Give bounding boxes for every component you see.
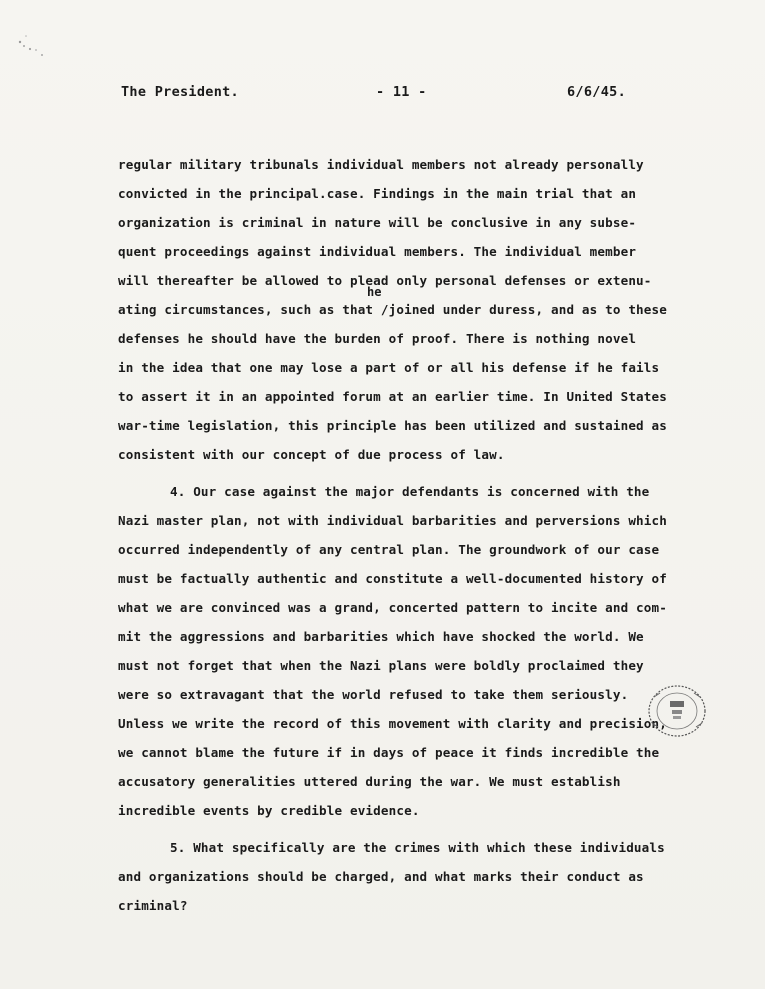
text-line: what we are convinced was a grand, concerted pattern to incite and com- [118,600,667,615]
page-number: - 11 - [376,84,427,100]
page-corner-marks [14,22,54,62]
text-line: criminal? [118,898,188,913]
paragraph [118,833,665,920]
text-line: quent proceedings against individual members. The individual member [118,244,637,259]
document-body [118,150,667,920]
text-line: we cannot blame the future if in days of peace it finds incredible the [118,745,660,760]
archive-stamp-seal [646,683,708,739]
text-line: were so extravagant that the world refused to take them seriously. [118,687,629,702]
text-line: must not forget that when the Nazi plans were boldly proclaimed they [118,658,644,673]
page-header [121,84,626,108]
text-line: accusatory generalities uttered during the war. We must establish [118,774,621,789]
text-line: in the idea that one may lose a part of or all his defense if he fails [118,360,660,375]
text-line: and organizations should be charged, and what marks their conduct as [118,869,644,884]
text-line: war-time legislation, this principle has been utilized and sustained as [118,418,667,433]
text-line: to assert it in an appointed forum at an earlier time. In United States [118,389,667,404]
text-line: 4. Our case against the major defendants is concerned with the [170,484,650,499]
text-line: incredible events by credible evidence. [118,803,420,818]
text-line: defenses he should have the burden of proof. There is nothing novel [118,331,637,346]
text-line: ating circumstances, such as that /joined under duress, and as to these [118,302,667,317]
text-line: regular military tribunals individual members not already personally [118,157,644,172]
paragraph [118,150,667,469]
handwritten-insertion: he [367,285,382,299]
text-line: convicted in the principal.case. Findings in the main trial that an [118,186,637,201]
text-line: consistent with our concept of due process of law. [118,447,505,462]
text-line: organization is criminal in nature will be conclusive in any subse- [118,215,637,230]
paragraph [118,477,667,825]
text-line: must be factually authentic and constitute a well-documented history of [118,571,667,586]
text-line: occurred independently of any central plan. The groundwork of our case [118,542,660,557]
text-line: Unless we write the record of this movement with clarity and precision, [118,716,667,731]
text-line: Nazi master plan, not with individual barbarities and perversions which [118,513,667,528]
text-line: 5. What specifically are the crimes with which these individuals [170,840,665,855]
text-line: will thereafter be allowed to plead only personal defenses or extenu- [118,273,652,288]
header-date: 6/6/45. [567,84,626,100]
header-addressee: The President. [121,84,239,100]
text-line: mit the aggressions and barbarities which have shocked the world. We [118,629,644,644]
